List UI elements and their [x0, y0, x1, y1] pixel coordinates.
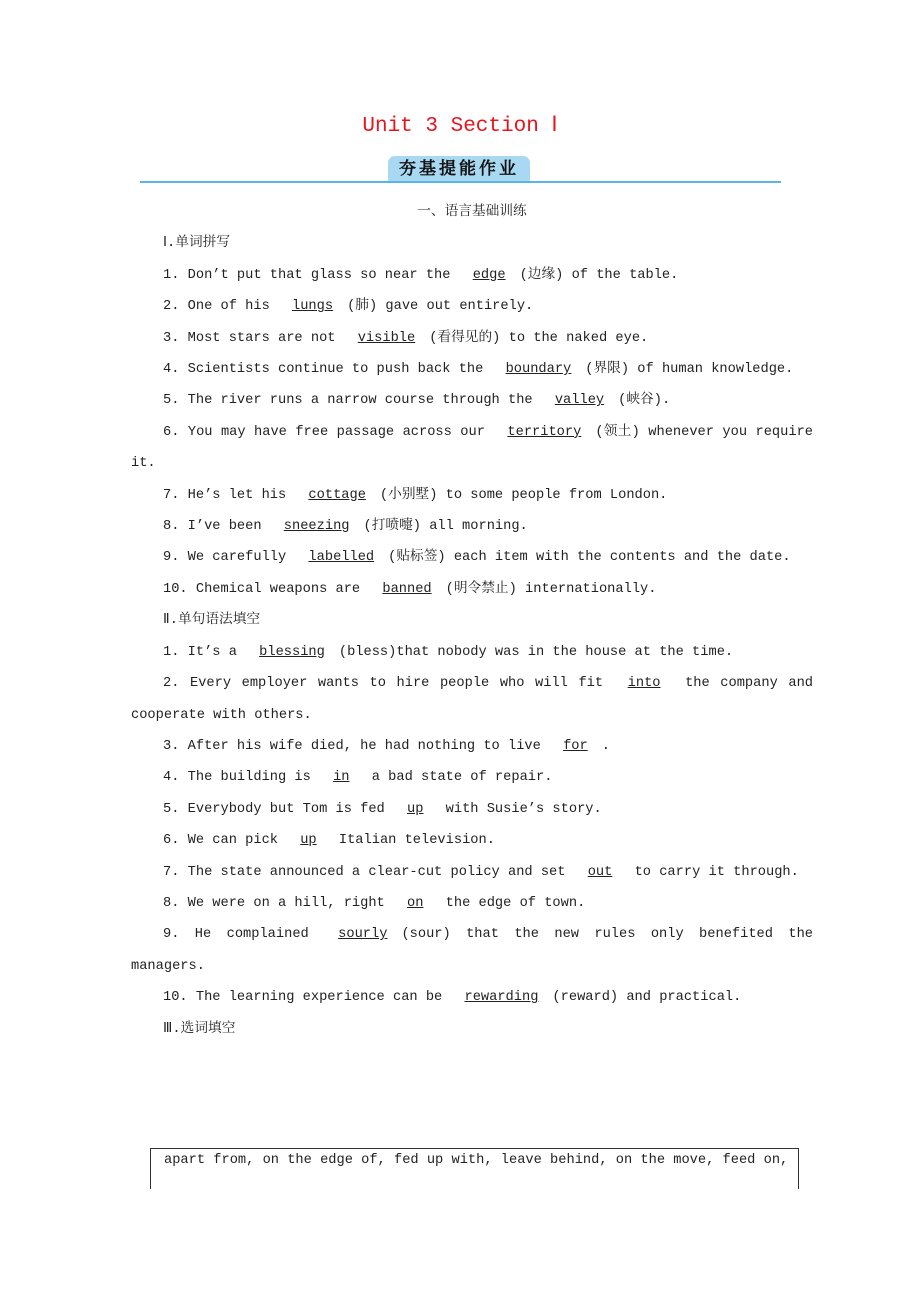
item-suffix: . — [601, 738, 610, 754]
exercise-item — [131, 794, 813, 825]
item-suffix: (明令禁止) internationally. — [445, 581, 657, 597]
item-prompt: 4. The building is — [163, 770, 320, 786]
answer-blank: out — [587, 864, 613, 880]
exercise-item — [131, 668, 813, 731]
item-prompt: 3. Most stars are not — [163, 330, 344, 346]
item-prompt: 9. He complained — [163, 927, 325, 943]
item-suffix: (峡谷). — [618, 393, 671, 409]
item-prompt: 10. Chemical weapons are — [163, 581, 369, 597]
answer-blank: territory — [507, 424, 582, 440]
exercise-item — [131, 982, 813, 1013]
answer-blank: valley — [554, 393, 605, 409]
answer-blank: on — [407, 895, 424, 911]
exercise-item — [131, 825, 813, 856]
item-prompt: 1. It’s a — [163, 644, 246, 660]
item-suffix: (贴标签) each item with the contents and the date. — [388, 550, 791, 566]
exercise-item — [131, 385, 813, 416]
item-suffix: (领土) whenever you require it. — [131, 424, 813, 472]
answer-blank: lungs — [292, 299, 334, 315]
divider — [140, 181, 781, 183]
section-badge: 夯基提能作业 — [388, 156, 530, 182]
page-title: Unit 3 Section Ⅰ — [362, 115, 558, 138]
exercise-item — [131, 480, 813, 511]
item-suffix: the edge of town. — [437, 895, 586, 911]
answer-blank: sourly — [338, 927, 388, 943]
item-prompt: 8. I’ve been — [163, 519, 270, 535]
item-suffix: with Susie’s story. — [437, 801, 602, 817]
answer-blank: visible — [357, 330, 416, 346]
answer-blank: edge — [472, 267, 506, 283]
item-prompt: 8. We were on a hill, right — [163, 895, 393, 911]
item-suffix: Italian television. — [330, 833, 495, 849]
item-suffix: a bad state of repair. — [363, 770, 553, 786]
exercise-item — [131, 291, 813, 322]
answer-blank: rewarding — [464, 990, 539, 1006]
item-suffix: the company and cooperate with others. — [131, 676, 813, 723]
section-heading: Ⅱ.单句语法填空 — [163, 613, 261, 629]
exercise-item — [131, 511, 813, 542]
exercise-item — [131, 731, 813, 762]
answer-blank: in — [333, 770, 350, 786]
exercise-item — [131, 919, 813, 982]
exercise-item — [131, 574, 813, 605]
exercise-item — [131, 857, 813, 888]
exercise-item — [131, 637, 813, 668]
answer-blank: labelled — [308, 550, 375, 566]
answer-blank: blessing — [259, 644, 325, 660]
item-prompt: 2. Every employer wants to hire people who will fit — [163, 676, 614, 692]
item-prompt: 6. You may have free passage across our — [163, 424, 494, 440]
exercise-item — [131, 417, 813, 480]
answer-blank: sneezing — [283, 519, 350, 535]
item-suffix: (bless)that nobody was in the house at the time. — [338, 644, 734, 660]
item-prompt: 5. The river runs a narrow course through the — [163, 393, 541, 409]
item-suffix: (边缘) of the table. — [519, 267, 679, 283]
item-prompt: 2. One of his — [163, 299, 278, 315]
item-prompt: 10. The learning experience can be — [163, 990, 451, 1006]
exercise-item — [131, 888, 813, 919]
part-heading: 一、语言基础训练 — [417, 205, 527, 220]
exercise-item — [131, 542, 813, 573]
item-suffix: to carry it through. — [626, 864, 799, 880]
item-suffix: (肺) gave out entirely. — [347, 299, 534, 315]
answer-blank: up — [407, 801, 424, 817]
item-prompt: 5. Everybody but Tom is fed — [163, 801, 393, 817]
item-prompt: 7. He’s let his — [163, 487, 295, 503]
answer-blank: banned — [382, 581, 432, 597]
item-suffix: (小别墅) to some people from London. — [379, 487, 668, 503]
item-suffix: (看得见的) to the naked eye. — [429, 330, 649, 346]
word-bank: apart from, on the edge of, fed up with, leave behind, on the move, feed on, — [164, 1153, 789, 1168]
item-prompt: 4. Scientists continue to push back the — [163, 362, 492, 378]
item-prompt: 6. We can pick — [163, 833, 287, 849]
answer-blank: for — [563, 738, 588, 754]
exercise-content — [131, 197, 813, 1045]
item-prompt: 3. After his wife died, he had nothing to live — [163, 738, 550, 754]
item-suffix: (打喷嚏) all morning. — [363, 519, 528, 535]
section-heading: Ⅲ.选词填空 — [163, 1021, 236, 1037]
word-bank-box — [150, 1148, 799, 1189]
exercise-item — [131, 260, 813, 291]
answer-blank: up — [300, 833, 317, 849]
item-suffix: (sour) that the new rules only benefited the managers. — [131, 927, 813, 974]
item-prompt: 7. The state announced a clear-cut policy and set — [163, 864, 574, 880]
answer-blank: cottage — [308, 487, 366, 503]
exercise-item — [131, 354, 813, 385]
item-prompt: 9. We carefully — [163, 550, 295, 566]
item-prompt: 1. Don’t put that glass so near the — [163, 267, 459, 283]
answer-blank: into — [627, 676, 661, 692]
answer-blank: boundary — [505, 362, 572, 378]
exercise-item — [131, 323, 813, 354]
exercise-item — [131, 762, 813, 793]
item-suffix: (reward) and practical. — [552, 990, 742, 1006]
section-heading: Ⅰ.单词拼写 — [163, 236, 231, 252]
item-suffix: (界限) of human knowledge. — [585, 362, 794, 378]
